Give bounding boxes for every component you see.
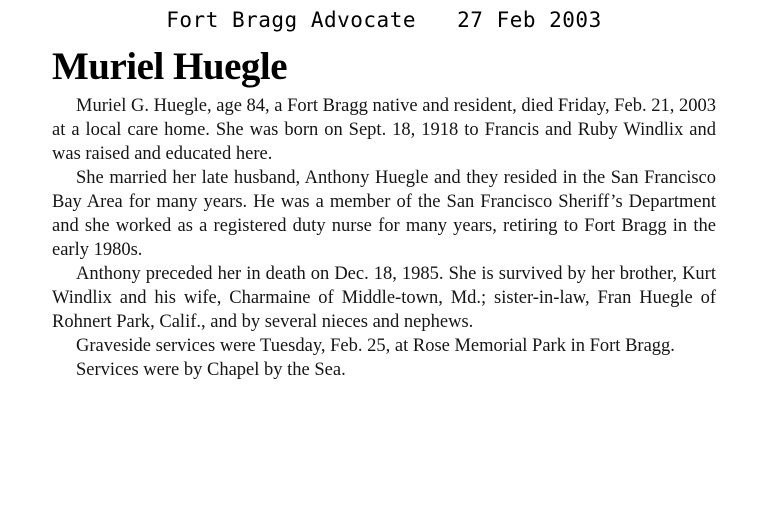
newspaper-name: Fort Bragg Advocate: [166, 8, 416, 32]
paragraph-marriage: She married her late husband, Anthony Huegle and they resided in the San Francisco Bay Area for many years. He was a member of the San Francisco Sheriff’s Department and she worked as a registered duty nurse for many years, retiring to Fort Bragg in the early 1980s.: [52, 168, 716, 260]
paragraph-death-notice: Muriel G. Huegle, age 84, a Fort Bragg native and resident, died Friday, Feb. 21, 2003 at a local care home. She was born on Sept. 18, 1918 to Francis and Ruby Windlix and was raised and educated here.: [52, 96, 716, 164]
paragraph-graveside-services: Graveside services were Tuesday, Feb. 25, at Rose Memorial Park in Fort Bragg.: [76, 336, 675, 356]
paragraph-survivors: Anthony preceded her in death on Dec. 18, 1985. She is survived by her brother, Kurt Windlix and his wife, Charmaine of Middle-town, Md.; sister-in-law, Fran Huegle of Rohnert Park, Calif., and by several nieces and nephews.: [52, 264, 716, 332]
obituary-title: Muriel Huegle: [52, 45, 288, 88]
publication-date: 27 Feb 2003: [457, 8, 602, 32]
obituary-body: [52, 94, 716, 382]
paragraph-funeral-home: Services were by Chapel by the Sea.: [76, 360, 346, 380]
clipping-header: [0, 8, 768, 32]
